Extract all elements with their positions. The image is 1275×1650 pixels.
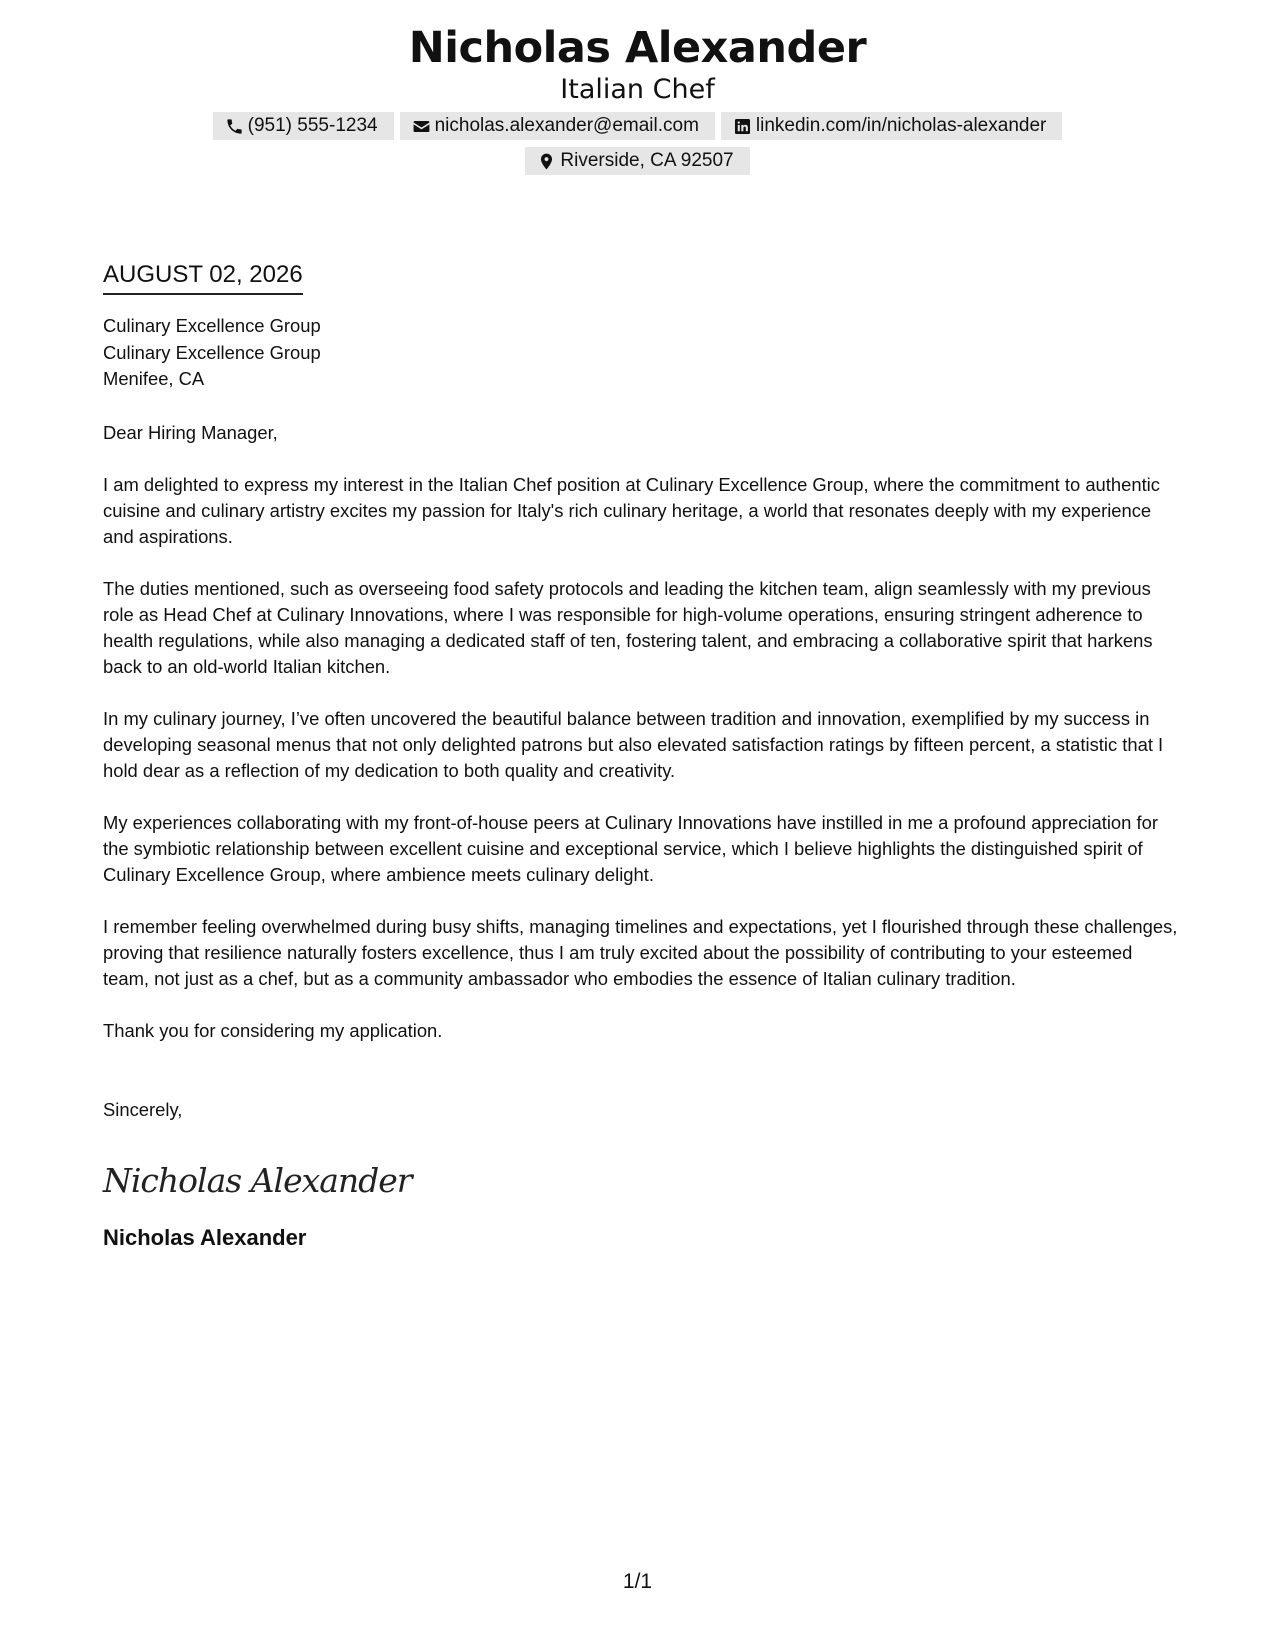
- applicant-name: Nicholas Alexander: [408, 23, 867, 73]
- contact-linkedin[interactable]: [721, 112, 1062, 140]
- recipient-line: Culinary Excellence Group: [103, 341, 321, 363]
- contact-row-location: [0, 147, 1275, 175]
- closing: Sincerely,: [103, 1098, 183, 1120]
- signer-name: Nicholas Alexander: [103, 1224, 307, 1250]
- salutation: Dear Hiring Manager,: [103, 421, 278, 443]
- envelope-icon: [412, 117, 431, 136]
- phone-icon: [225, 117, 244, 136]
- job-title: Italian Chef: [560, 74, 715, 105]
- phone-text: (951) 555-1234: [247, 115, 378, 136]
- page-number: 1/1: [622, 1570, 653, 1593]
- body-paragraph: I remember feeling overwhelmed during busy shifts, managing timelines and expectations, yet I flourished through these challenges, proving that resilience naturally fosters excellence, thus I am truly excited about the possibility of contributing to your esteemed team, not just as a chef, but as a community ambassador who embodies the essence of Italian culinary tradition.: [103, 915, 1178, 989]
- body-paragraph: I am delighted to express my interest in the Italian Chef position at Culinary Excellence Group, where the commitment to authentic cuisine and culinary artistry excites my passion for Italy's rich culinary heritage, a world that resonates deeply with my experience and aspirations.: [103, 473, 1160, 547]
- letter-date: AUGUST 02, 2026: [103, 260, 303, 295]
- body-paragraph: The duties mentioned, such as overseeing food safety protocols and leading the kitchen team, align seamlessly with my previous role as Head Chef at Culinary Innovations, where I was responsible for high-volume operations, ensuring stringent adherence to health regulations, while also managing a dedicated staff of ten, fostering talent, and embracing a collaborative spirit that harkens back to an old-world Italian kitchen.: [103, 577, 1153, 677]
- email-text: nicholas.alexander@email.com: [434, 115, 699, 136]
- body-paragraph: My experiences collaborating with my front-of-house peers at Culinary Innovations have instilled in me a profound appreciation for the symbiotic relationship between excellent cuisine and exceptional service, which I believe highlights the distinguished spirit of Culinary Excellence Group, where ambience meets culinary delight.: [103, 811, 1158, 885]
- location-pin-icon: [537, 152, 556, 171]
- recipient-address: [103, 313, 1178, 393]
- linkedin-icon: [733, 117, 752, 136]
- location-text: Riverside, CA 92507: [560, 150, 734, 171]
- recipient-line: Menifee, CA: [103, 368, 205, 389]
- body-paragraph: Thank you for considering my application.: [103, 1019, 443, 1041]
- letter-header: [0, 20, 1275, 175]
- contact-row: [0, 112, 1275, 140]
- contact-phone: [213, 112, 394, 140]
- handwritten-signature: Nicholas Alexander: [103, 1160, 412, 1200]
- body-paragraph: In my culinary journey, I’ve often uncovered the beautiful balance between tradition and innovation, exemplified by my success in developing seasonal menus that not only delighted patrons but also elevated satisfaction ratings by fifteen percent, a statistic that I hold dear as a reflection of my dedication to both quality and creativity.: [103, 707, 1164, 781]
- recipient-line: Culinary Excellence Group: [103, 315, 321, 336]
- contact-location: [525, 147, 749, 175]
- contact-email[interactable]: [400, 112, 715, 140]
- linkedin-text: linkedin.com/in/nicholas-alexander: [755, 115, 1047, 136]
- letter-body: [103, 260, 1178, 1253]
